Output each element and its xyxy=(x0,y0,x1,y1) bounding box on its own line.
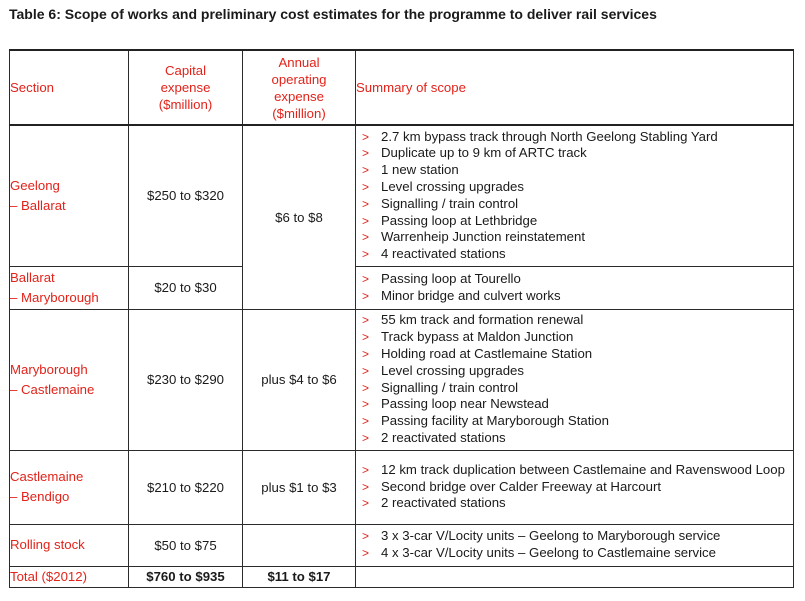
scope-cell xyxy=(356,125,794,266)
chevron-right-icon: > xyxy=(362,271,370,286)
section-line: – Ballarat xyxy=(10,197,66,213)
list-item xyxy=(362,346,793,363)
section-line: Castlemaine xyxy=(10,469,84,484)
chevron-right-icon: > xyxy=(362,430,370,445)
scope-list xyxy=(356,310,793,448)
list-item xyxy=(362,479,793,496)
table-row xyxy=(10,450,794,524)
scope-item-text: Track bypass at Maldon Junction xyxy=(381,329,574,345)
section-cell xyxy=(10,125,129,266)
scope-table xyxy=(9,49,794,588)
table-row xyxy=(10,266,794,309)
scope-cell xyxy=(356,524,794,566)
section-cell xyxy=(10,524,129,566)
chevron-right-icon: > xyxy=(362,179,370,194)
total-capital: $760 to $935 xyxy=(129,566,243,587)
chevron-right-icon: > xyxy=(362,146,370,161)
scope-cell xyxy=(356,450,794,524)
total-scope-empty xyxy=(356,566,794,587)
section-line: – Maryborough xyxy=(10,289,99,305)
scope-item-text: Signalling / train control xyxy=(381,195,519,211)
capital-cell: $250 to $320 xyxy=(129,125,243,266)
operating-cell: plus $4 to $6 xyxy=(243,309,356,450)
list-item xyxy=(362,380,793,397)
chevron-right-icon: > xyxy=(362,313,370,328)
list-item xyxy=(362,229,793,246)
scope-item-text: Passing facility at Maryborough Station xyxy=(381,413,609,429)
capital-cell: $230 to $290 xyxy=(129,309,243,450)
list-item xyxy=(362,495,793,512)
list-item xyxy=(362,528,793,545)
scope-item-text: Passing loop near Newstead xyxy=(381,396,549,412)
scope-item-text: Level crossing upgrades xyxy=(381,178,524,194)
scope-item-text: Second bridge over Calder Freeway at Harcourt xyxy=(381,478,662,494)
section-cell xyxy=(10,309,129,450)
scope-item-text: 1 new station xyxy=(381,162,459,178)
chevron-right-icon: > xyxy=(362,230,370,245)
capital-cell: $210 to $220 xyxy=(129,450,243,524)
list-item xyxy=(362,329,793,346)
section-cell xyxy=(10,450,129,524)
chevron-right-icon: > xyxy=(362,129,370,144)
chevron-right-icon: > xyxy=(362,288,370,303)
section-line: Rolling stock xyxy=(10,537,85,552)
operating-cell: $6 to $8 xyxy=(243,125,356,309)
scope-item-text: Passing loop at Tourello xyxy=(381,270,521,286)
header-summary: Summary of scope xyxy=(356,50,794,125)
list-item xyxy=(362,462,793,479)
chevron-right-icon: > xyxy=(362,496,370,511)
scope-cell xyxy=(356,266,794,309)
header-operating xyxy=(243,50,356,125)
chevron-right-icon: > xyxy=(362,397,370,412)
header-capital xyxy=(129,50,243,125)
header-capital-line: Capital xyxy=(164,63,207,78)
chevron-right-icon: > xyxy=(362,462,370,477)
list-item xyxy=(362,129,793,146)
header-operating-line: ($million) xyxy=(272,105,326,121)
chevron-right-icon: > xyxy=(362,363,370,378)
scope-list xyxy=(356,269,793,307)
header-capital-line: ($million) xyxy=(158,97,213,112)
scope-item-text: 2.7 km bypass track through North Geelong Stabling Yard xyxy=(381,128,718,144)
header-row xyxy=(10,50,794,125)
chevron-right-icon: > xyxy=(362,414,370,429)
list-item xyxy=(362,145,793,162)
scope-item-text: 4 reactivated stations xyxy=(381,246,506,262)
scope-cell xyxy=(356,309,794,450)
list-item xyxy=(362,246,793,263)
chevron-right-icon: > xyxy=(362,330,370,345)
scope-item-text: 55 km track and formation renewal xyxy=(381,312,584,328)
header-operating-line: Annual xyxy=(278,54,320,70)
scope-item-text: Holding road at Castlemaine Station xyxy=(381,345,593,361)
list-item xyxy=(362,179,793,196)
scope-item-text: Warrenheip Junction reinstatement xyxy=(381,229,586,245)
chevron-right-icon: > xyxy=(362,163,370,178)
chevron-right-icon: > xyxy=(362,196,370,211)
list-item xyxy=(362,312,793,329)
scope-list xyxy=(356,526,793,564)
section-line: Geelong xyxy=(10,177,60,193)
header-operating-line: expense xyxy=(274,88,324,104)
chevron-right-icon: > xyxy=(362,380,370,395)
total-label: Total ($2012) xyxy=(10,566,129,587)
section-line: – Bendigo xyxy=(10,489,70,504)
table-title: Table 6: Scope of works and preliminary cost estimates for the programme to deliver rail services xyxy=(9,6,657,22)
scope-list xyxy=(356,127,793,265)
list-item xyxy=(362,363,793,380)
chevron-right-icon: > xyxy=(362,247,370,262)
total-operating: $11 to $17 xyxy=(243,566,356,587)
scope-list xyxy=(356,460,793,514)
scope-item-text: 12 km track duplication between Castlemaine and Ravenswood Loop xyxy=(381,461,785,477)
list-item xyxy=(362,288,793,305)
capital-cell: $50 to $75 xyxy=(129,524,243,566)
operating-cell: plus $1 to $3 xyxy=(243,450,356,524)
section-line: Maryborough xyxy=(10,361,88,377)
list-item xyxy=(362,545,793,562)
operating-cell xyxy=(243,524,356,566)
scope-item-text: Signalling / train control xyxy=(381,379,519,395)
chevron-right-icon: > xyxy=(362,479,370,494)
scope-item-text: 2 reactivated stations xyxy=(381,495,506,511)
chevron-right-icon: > xyxy=(362,546,370,560)
chevron-right-icon: > xyxy=(362,213,370,228)
scope-item-text: 2 reactivated stations xyxy=(381,429,506,445)
list-item xyxy=(362,430,793,447)
scope-item-text: Duplicate up to 9 km of ARTC track xyxy=(381,145,587,161)
header-capital-line: expense xyxy=(160,80,211,95)
list-item xyxy=(362,162,793,179)
section-cell xyxy=(10,266,129,309)
capital-cell: $20 to $30 xyxy=(129,266,243,309)
header-section: Section xyxy=(10,50,129,125)
total-row xyxy=(10,566,794,587)
header-operating-line: operating xyxy=(271,71,327,87)
list-item xyxy=(362,213,793,230)
scope-item-text: 3 x 3-car V/Locity units – Geelong to Maryborough service xyxy=(381,528,721,544)
section-line: Ballarat xyxy=(10,269,55,285)
scope-item-text: Passing loop at Lethbridge xyxy=(381,212,538,228)
list-item xyxy=(362,413,793,430)
chevron-right-icon: > xyxy=(362,529,370,544)
list-item xyxy=(362,396,793,413)
list-item xyxy=(362,196,793,213)
table-row xyxy=(10,524,794,566)
chevron-right-icon: > xyxy=(362,346,370,361)
section-line: – Castlemaine xyxy=(10,381,95,397)
scope-item-text: Minor bridge and culvert works xyxy=(381,287,561,303)
table-row xyxy=(10,125,794,266)
table-row xyxy=(10,309,794,450)
scope-item-text: 4 x 3-car V/Locity units – Geelong to Castlemaine service xyxy=(381,545,716,560)
scope-item-text: Level crossing upgrades xyxy=(381,362,524,378)
list-item xyxy=(362,271,793,288)
